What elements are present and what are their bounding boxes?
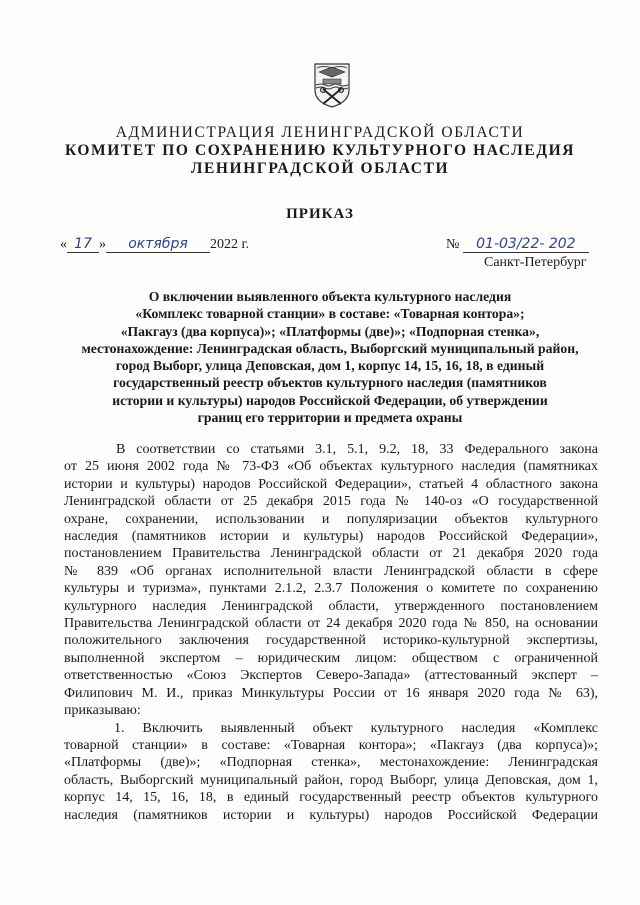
title-line: город Выборг, улица Деповская, дом 1, корпус 14, 15, 16, 18, в единый [115,358,545,374]
body-line: Ленинградской области от 25 декабря 2015 года № 140-оз «О государственной [64,494,598,510]
document-type: ПРИКАЗ [286,206,354,222]
body-line: ответственностью «Союз Экспертов Северо-Запада» (аттестованный эксперт – [64,668,598,684]
header-committee: КОМИТЕТ ПО СОХРАНЕНИЮ КУЛЬТУРНОГО НАСЛЕДИЯ [64,142,576,159]
title-line: местонахождение: Ленинградская область, Выборгский муниципальный район, [81,340,579,356]
body-line: корпус 14, 15, 16, 18, в единый государственный реестр объектов культурного [64,790,598,806]
title-line: О включении выявленного объекта культурного наследия [148,289,512,304]
date-close-quote: » [99,237,106,252]
title-line: «Комплекс товарной станции» в составе: «Товарная контора»; [135,306,525,322]
body-line: культурного наследия Ленинградской области, утвержденного постановлением [64,598,598,614]
document-number [446,236,589,253]
body-line: область, Выборгский муниципальный район, город Выборг, улица Деповская, дом 1, [64,772,598,788]
title-line: «Пакгауз (два корпуса)»; «Платформы (две)»; «Подпорная стенка», [120,323,540,339]
body-line: культуры и туризма», пунктами 2.1.2, 2.3.7 Положения о комитете по сохранению [64,581,598,597]
body-line: Правительства Ленинградской области от 24 декабря 2020 года № 850, на основании [64,616,598,632]
body-line: В соответствии со статьями 3.1, 5.1, 9.2, 18, 33 Федерального закона [116,442,598,457]
body-line: постановлением Правительства Ленинградской области от 21 декабря 2020 года [64,546,598,562]
body-line: Филипович М. И., приказ Минкультуры России от 16 января 2020 года № 63), [64,685,598,701]
date-month: октября [106,236,210,253]
document-date [60,236,249,253]
number-value: 01-03/22- 202 [463,236,589,253]
date-day: 17 [67,236,99,253]
body-line: № 839 «Об органах исполнительной власти Ленинградской области в сфере [64,563,598,579]
header-region: ЛЕНИНГРАДСКОЙ ОБЛАСТИ [190,160,450,177]
body-line: «Платформы (две)»; «Подпорная стенка», местонахождение: Ленинградская [64,755,598,771]
body-line: 1. Включить выявленный объект культурного наследия «Комплекс [114,720,598,736]
body-line: наследия (памятников истории и культуры) народов Российской Федерации [64,807,598,823]
body-line: товарной станции» в составе: «Товарная контора»; «Пакгауз (два корпуса)»; [64,737,598,753]
body-line: истории и культуры) народов Российской Федерации», статьей 4 областного закона [64,476,598,492]
document-body [64,441,598,824]
leningrad-oblast-coat-of-arms-icon [313,62,351,108]
date-open-quote: « [60,237,67,252]
body-line: положительного заключения государственной историко-культурной экспертизы, [64,633,598,649]
body-line: наследия (памятников истории и культуры) народов Российской Федерации», [64,529,598,545]
body-line: от 25 июня 2002 года № 73-ФЗ «Об объектах культурного наследия (памятниках [64,459,598,475]
title-line: границ его территории и предмета охраны [197,410,463,426]
title-line: государственный реестр объектов культурного наследия (памятников [113,375,547,391]
date-year: 2022 г. [210,237,250,252]
header-administration: АДМИНИСТРАЦИЯ ЛЕНИНГРАДСКОЙ ОБЛАСТИ [115,124,525,141]
document-city: Санкт-Петербург [484,255,587,270]
body-line: выполненной экспертом – юридическим лицом: обществом с ограниченной [64,650,598,666]
body-line: приказываю: [64,703,141,719]
number-sign: № [446,237,460,252]
title-line: истории и культуры) народов Российской Федерации, об утверждении [112,392,548,408]
body-line: охране, сохранении, использовании и популяризации объектов культурного [64,511,598,527]
document-title [60,288,600,426]
